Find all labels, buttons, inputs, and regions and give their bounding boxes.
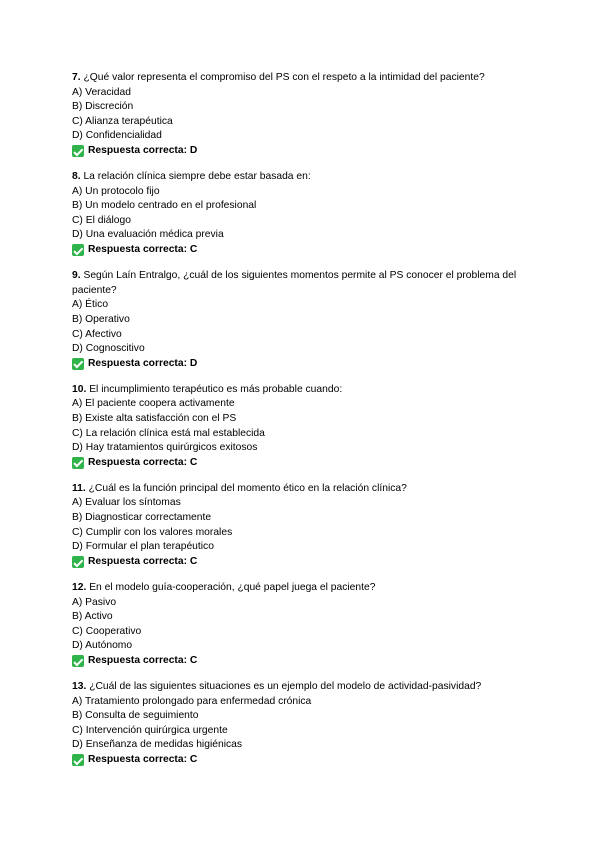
question-number: 7. [72, 72, 81, 83]
option-c: C) Cumplir con los valores morales [72, 526, 233, 538]
question-text [72, 680, 532, 695]
option-b: B) Activo [72, 611, 113, 623]
correct-answer [72, 654, 532, 669]
correct-answer-text: Respuesta correcta: C [88, 244, 198, 256]
correct-answer-text: Respuesta correcta: C [88, 456, 198, 468]
correct-answer-text: Respuesta correcta: D [88, 144, 198, 156]
option-d: D) Enseñanza de medidas higiénicas [72, 739, 242, 751]
correct-answer [72, 243, 532, 258]
option-a: A) Pasivo [72, 596, 117, 608]
correct-answer [72, 555, 532, 570]
correct-answer [72, 357, 532, 372]
correct-answer-text: Respuesta correcta: C [88, 654, 198, 666]
question-body: ¿Qué valor representa el compromiso del PS con el respeto a la intimidad del paciente? [80, 72, 485, 83]
option-b: B) Un modelo centrado en el profesional [72, 200, 257, 212]
question-number: 12. [72, 581, 87, 593]
option-d: D) Formular el plan terapéutico [72, 541, 214, 553]
question-number: 9. [72, 270, 81, 282]
question-item [72, 170, 532, 258]
question-number: 11. [72, 482, 86, 494]
check-mark-icon [72, 556, 84, 568]
option-b: B) Diagnosticar correctamente [72, 512, 212, 524]
option-a: A) Veracidad [72, 86, 131, 98]
option-b: B) Discreción [72, 101, 134, 113]
question-text [72, 170, 532, 185]
question-number: 8. [72, 171, 81, 183]
question-text [72, 383, 532, 398]
check-mark-icon [72, 655, 84, 667]
option-c: C) La relación clínica está mal establecida [72, 427, 265, 439]
option-d: D) Confidencialidad [72, 130, 162, 142]
check-mark-icon [72, 244, 84, 256]
option-b: B) Existe alta satisfacción con el PS [72, 412, 237, 424]
option-d: D) Una evaluación médica previa [72, 229, 224, 241]
question-body: En el modelo guía-cooperación, ¿qué papel juega el paciente? [86, 581, 376, 593]
question-item [72, 71, 532, 159]
check-mark-icon [72, 358, 84, 370]
correct-answer-text: Respuesta correcta: C [88, 753, 198, 765]
correct-answer [72, 144, 532, 159]
question-item [72, 383, 532, 471]
check-mark-icon [72, 145, 84, 157]
check-mark-icon [72, 457, 84, 469]
option-d: D) Autónomo [72, 640, 133, 652]
option-a: A) Evaluar los síntomas [72, 497, 181, 509]
question-body: ¿Cuál de las siguientes situaciones es un ejemplo del modelo de actividad-pasividad? [86, 680, 482, 692]
correct-answer [72, 456, 532, 471]
question-body: La relación clínica siempre debe estar basada en: [80, 171, 311, 183]
question-item [72, 269, 532, 371]
option-c: C) Afectivo [72, 328, 122, 340]
correct-answer [72, 753, 532, 768]
option-a: A) Tratamiento prolongado para enfermedad crónica [72, 695, 312, 707]
option-d: D) Cognoscitivo [72, 343, 145, 355]
question-body: ¿Cuál es la función principal del momento ético en la relación clínica? [85, 482, 407, 494]
question-item [72, 680, 532, 768]
option-a: A) Un protocolo fijo [72, 185, 160, 197]
question-text [72, 581, 532, 596]
option-a: A) Ético [72, 299, 109, 311]
option-b: B) Consulta de seguimiento [72, 710, 199, 722]
check-mark-icon [72, 754, 84, 766]
option-c: C) Intervención quirúrgica urgente [72, 724, 228, 736]
question-number: 13. [72, 680, 87, 692]
question-body: Según Laín Entralgo, ¿cuál de los siguientes momentos permite al PS conocer el problema del paciente? [72, 270, 517, 296]
question-item [72, 581, 532, 669]
option-a: A) El paciente coopera activamente [72, 398, 235, 410]
correct-answer-text: Respuesta correcta: D [88, 357, 198, 369]
question-item [72, 482, 532, 570]
question-number: 10. [72, 383, 87, 395]
correct-answer-text: Respuesta correcta: C [88, 555, 198, 567]
option-b: B) Operativo [72, 313, 130, 325]
question-text [72, 71, 532, 86]
question-list [72, 71, 532, 779]
option-d: D) Hay tratamientos quirúrgicos exitosos [72, 442, 258, 454]
option-c: C) Cooperativo [72, 625, 142, 637]
question-text [72, 482, 532, 497]
question-body: El incumplimiento terapéutico es más probable cuando: [86, 383, 343, 395]
question-text [72, 269, 532, 298]
option-c: C) Alianza terapéutica [72, 115, 173, 127]
option-c: C) El diálogo [72, 214, 131, 226]
